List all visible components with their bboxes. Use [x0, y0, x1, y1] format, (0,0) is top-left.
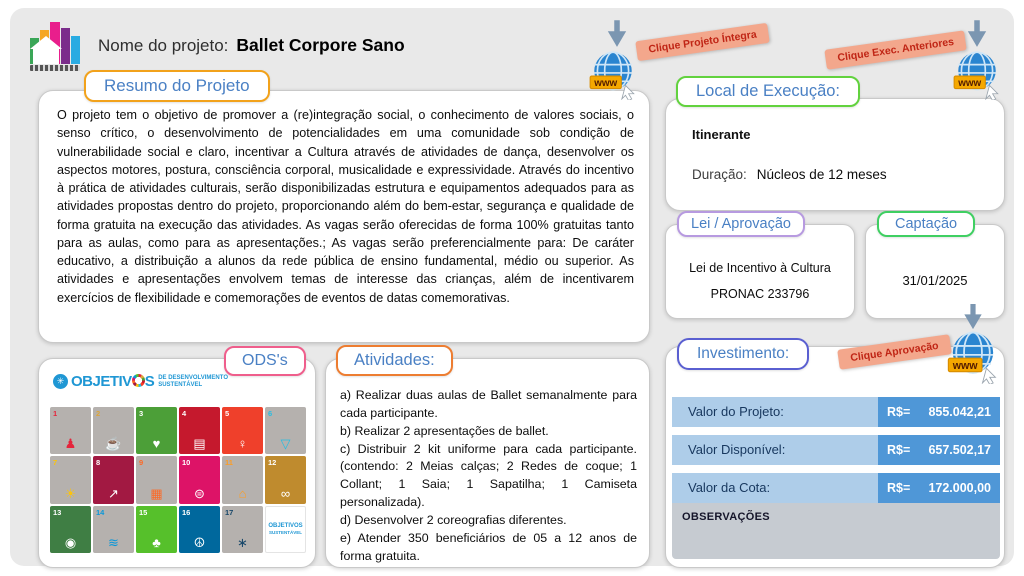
duracao-line	[692, 167, 887, 182]
amount: 172.000,00	[928, 481, 991, 495]
atividades-title: Atividades:	[336, 345, 453, 376]
logo-subtitle	[158, 375, 228, 389]
project-name-label: Nome do projeto:	[98, 36, 229, 55]
down-arrow-icon	[606, 20, 628, 48]
resumo-title: Resumo do Projeto	[84, 70, 270, 102]
table-row	[672, 473, 1000, 503]
list-item: b) Realizar 2 apresentações de ballet.	[340, 423, 549, 438]
valor-disponivel-value	[878, 435, 1000, 465]
resumo-text: O projeto tem o objetivo de promover a (re)integração social, o conhecimento de valores sociais, o senso crítico, o desenvolvimento de potencialidades em uma comunidade sob condição de vulnerabilidade social e claro, incentivar a Cultura através de atividades de dança, desenvolver os aspectos motores, postura, consciência corporal, musicalidade e expressividade. Através do incentivo à prática de atividades culturais, serão disponibilizadas estrutura e equipamentos adequados para as atividades propostas dentro do projeto, proporcionando além do bem-estar, segurança e qualidade de forma gratuita na execução das atividades. As vagas serão oferecidas de forma 100% gratuitas tanto para as aulas, como para as apresentações.; As vagas serão preferencialmente para: De caráter educativo, a distribuição a alunos da rede pública de ensino fundamental, médio ou superior. As atividades e apresentações envolvem temas de interesse das crianças, além de incentivarem exercícios de flexibilidade e comemorações de eventos de datas comemorativas.	[57, 108, 634, 305]
table-row	[672, 435, 1000, 465]
logo-sub1: DE DESENVOLVIMENTO	[158, 374, 228, 381]
globe-www-icon[interactable]	[952, 48, 1002, 100]
valor-disponivel-label: Valor Disponível:	[672, 435, 878, 465]
ods-tile-4: 4 ▤	[179, 407, 220, 454]
un-emblem-icon: ✳	[53, 374, 68, 389]
atividades-list	[340, 387, 637, 566]
valor-cota-label: Valor da Cota:	[672, 473, 878, 503]
duracao-value: Núcleos de 12 meses	[756, 167, 887, 182]
globe-www-icon[interactable]	[946, 328, 1000, 384]
ods-tile-14: 14 ≋	[93, 506, 134, 553]
ods-tile-15: 15 ♣	[136, 506, 177, 553]
ods-tile-1: 1 ♟	[50, 407, 91, 454]
valor-projeto-value	[878, 397, 1000, 427]
currency-symbol: R$=	[887, 443, 911, 457]
captacao-box	[865, 224, 1005, 319]
sdg-wheel-icon	[132, 374, 145, 387]
lei-nome: Lei de Incentivo à Cultura	[689, 261, 831, 275]
amount: 657.502,17	[928, 443, 991, 457]
captacao-title: Captação	[877, 211, 975, 237]
page-title	[98, 35, 405, 56]
house-icon	[30, 36, 62, 49]
ods-tile-13: 13 ◉	[50, 506, 91, 553]
logo-sub2: SUSTENTÁVEL	[158, 381, 203, 388]
ods-tile-2: 2 ☕	[93, 407, 134, 454]
list-item: c) Distribuir 2 kit uniforme para cada participante. (contendo: 2 Meias calças; 2 Redes de coque; 1 Collant; 1 Saia; 1 Sapatilha; 1 Camiseta personalizada).	[340, 441, 637, 510]
ods-tile-7: 7 ☀	[50, 456, 91, 503]
list-item: e) Atender 350 beneficiários de 05 a 12 anos de forma gratuita.	[340, 530, 637, 563]
local-execucao-box	[665, 98, 1005, 211]
logo-word-s: S	[144, 373, 155, 390]
resumo-box	[38, 90, 650, 343]
pronac-numero: PRONAC 233796	[710, 287, 810, 301]
ods-tile-9: 9 ▦	[136, 456, 177, 503]
clique-exec-anteriores-sticker[interactable]: Clique Exec. Anteriores	[824, 30, 967, 69]
logo-caption	[30, 65, 80, 71]
ods-tile-8: 8 ↗	[93, 456, 134, 503]
local-value: Itinerante	[692, 127, 751, 142]
project-name-value: Ballet Corpore Sano	[236, 35, 405, 55]
captacao-date: 31/01/2025	[902, 273, 968, 288]
ods-title: ODS's	[224, 346, 306, 376]
clique-aprovacao-sticker[interactable]: Clique Aprovação	[837, 334, 952, 370]
ods-tile-16: 16 ☮	[179, 506, 220, 553]
sdg-puzzle-grid	[50, 407, 306, 553]
observacoes-area: OBSERVAÇÕES	[672, 503, 1000, 559]
down-arrow-icon	[962, 304, 984, 330]
local-execucao-title: Local de Execução:	[676, 76, 860, 107]
duracao-label: Duração:	[692, 167, 747, 182]
amount: 855.042,21	[928, 405, 991, 419]
ods-tile-10: 10 ⊜	[179, 456, 220, 503]
valor-cota-value	[878, 473, 1000, 503]
svg-text:www: www	[958, 77, 982, 89]
globe-www-icon[interactable]	[588, 48, 638, 100]
casa-logo	[30, 21, 88, 71]
currency-symbol: R$=	[887, 405, 911, 419]
lei-aprovacao-title: Lei / Aprovação	[677, 211, 805, 237]
slide-canvas	[10, 8, 1014, 566]
clique-projeto-integra-sticker[interactable]: Clique Projeto Íntegra	[635, 23, 770, 61]
list-item: a) Realizar duas aulas de Ballet semanalmente para cada participante.	[340, 388, 637, 420]
table-row	[672, 397, 1000, 427]
ods-tile-11: 11 ⌂	[222, 456, 263, 503]
svg-text:www: www	[594, 77, 618, 89]
logo-word: OBJETIV	[71, 373, 132, 390]
ods-logo-tile: OBJETIVOS SUSTENTÁVEL	[265, 506, 306, 553]
lei-aprovacao-box	[665, 224, 855, 319]
list-item: d) Desenvolver 2 coreografias diferentes.	[340, 513, 567, 528]
svg-text:www: www	[952, 359, 978, 372]
atividades-box	[325, 358, 650, 568]
ods-box	[38, 358, 316, 568]
ods-tile-17: 17 ∗	[222, 506, 263, 553]
ods-tile-12: 12 ∞	[265, 456, 306, 503]
ods-tile-3: 3 ♥	[136, 407, 177, 454]
ods-tile-6: 6 ▽	[265, 407, 306, 454]
currency-symbol: R$=	[887, 481, 911, 495]
investimento-title: Investimento:	[677, 338, 809, 370]
objetivos-sustentavel-logo	[53, 373, 228, 390]
down-arrow-icon	[966, 20, 988, 48]
ods-tile-5: 5 ♀	[222, 407, 263, 454]
valor-projeto-label: Valor do Projeto:	[672, 397, 878, 427]
